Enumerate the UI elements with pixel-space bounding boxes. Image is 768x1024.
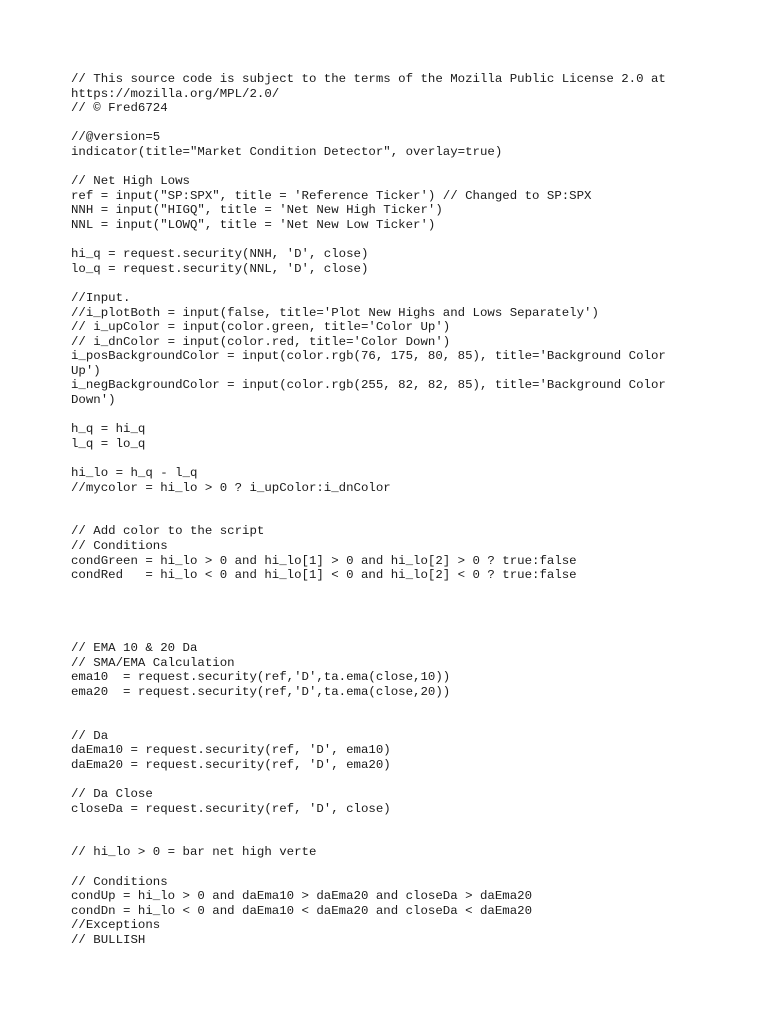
code-line bbox=[71, 451, 691, 466]
code-line: // i_dnColor = input(color.red, title='Color Down') bbox=[71, 334, 451, 349]
code-line: // i_upColor = input(color.green, title='Color Up') bbox=[71, 320, 451, 335]
code-line: // Da Close bbox=[71, 787, 153, 802]
code-line: // hi_lo > 0 = bar net high verte bbox=[71, 845, 317, 860]
code-line: Up') bbox=[71, 363, 101, 378]
code-line: //mycolor = hi_lo > 0 ? i_upColor:i_dnColor bbox=[71, 480, 391, 495]
code-line: // Conditions bbox=[71, 874, 168, 889]
code-line: //Exceptions bbox=[71, 918, 161, 933]
code-line bbox=[71, 714, 691, 729]
code-line bbox=[71, 233, 691, 248]
code-line bbox=[71, 831, 691, 846]
code-line: // Conditions bbox=[71, 539, 168, 553]
code-line: NNL = input("LOWQ", title = 'Net New Low Ticker') bbox=[71, 217, 436, 232]
code-line: // Da bbox=[71, 728, 109, 743]
code-line: daEma10 = request.security(ref, 'D', ema10) bbox=[71, 743, 391, 758]
code-line bbox=[71, 597, 691, 612]
code-line: condGreen = hi_lo > 0 and hi_lo[1] > 0 and hi_lo[2] > 0 ? true:false bbox=[71, 553, 577, 568]
code-line: // BULLISH bbox=[71, 933, 146, 948]
code-line bbox=[71, 612, 691, 627]
code-line bbox=[71, 700, 691, 715]
code-line bbox=[71, 583, 691, 598]
code-line: https://mozilla.org/MPL/2.0/ bbox=[71, 86, 280, 101]
code-line: i_negBackgroundColor = input(color.rgb(255, 82, 82, 85), title='Background Color bbox=[71, 378, 666, 393]
code-line: //i_plotBoth = input(false, title='Plot New Highs and Lows Separately') bbox=[71, 305, 599, 320]
code-line bbox=[71, 116, 691, 131]
code-line bbox=[71, 510, 691, 525]
code-line: hi_q = request.security(NNH, 'D', close) bbox=[71, 247, 369, 262]
source-code-block bbox=[71, 72, 691, 948]
code-line: condDn = hi_lo < 0 and daEma10 < daEma20 and closeDa < daEma20 bbox=[71, 903, 533, 918]
code-line bbox=[71, 860, 691, 875]
code-line: //Input. bbox=[71, 290, 131, 305]
code-line: // SMA/EMA Calculation bbox=[71, 655, 235, 670]
code-line bbox=[71, 495, 691, 510]
code-line: h_q = hi_q bbox=[71, 422, 146, 437]
code-line: // This source code is subject to the terms of the Mozilla Public License 2.0 at bbox=[71, 72, 666, 86]
code-line: closeDa = request.security(ref, 'D', close) bbox=[71, 801, 391, 816]
code-line: // EMA 10 & 20 Da bbox=[71, 641, 198, 656]
code-line: daEma20 = request.security(ref, 'D', ema20) bbox=[71, 757, 391, 772]
code-line: i_posBackgroundColor = input(color.rgb(76, 175, 80, 85), title='Background Color bbox=[71, 349, 666, 364]
code-line bbox=[71, 773, 691, 788]
code-line: lo_q = request.security(NNL, 'D', close) bbox=[71, 261, 369, 276]
code-line bbox=[71, 408, 691, 423]
code-line: // Add color to the script bbox=[71, 524, 265, 539]
code-line bbox=[71, 276, 691, 291]
code-line: NNH = input("HIGQ", title = 'Net New High Ticker') bbox=[71, 203, 443, 218]
code-line: condUp = hi_lo > 0 and daEma10 > daEma20 and closeDa > daEma20 bbox=[71, 889, 533, 904]
code-line bbox=[71, 627, 691, 642]
code-line: ref = input("SP:SPX", title = 'Reference Ticker') // Changed to SP:SPX bbox=[71, 188, 592, 203]
code-line: hi_lo = h_q - l_q bbox=[71, 466, 198, 481]
code-line: indicator(title="Market Condition Detector", overlay=true) bbox=[71, 144, 503, 159]
code-line: ema20 = request.security(ref,'D',ta.ema(close,20)) bbox=[71, 684, 451, 699]
code-line: // © Fred6724 bbox=[71, 101, 168, 116]
code-line: l_q = lo_q bbox=[71, 436, 146, 451]
code-line: condRed = hi_lo < 0 and hi_lo[1] < 0 and hi_lo[2] < 0 ? true:false bbox=[71, 568, 577, 583]
code-line: ema10 = request.security(ref,'D',ta.ema(close,10)) bbox=[71, 670, 451, 685]
code-line bbox=[71, 160, 691, 175]
code-line: // Net High Lows bbox=[71, 174, 190, 189]
code-line: Down') bbox=[71, 393, 116, 408]
code-line bbox=[71, 816, 691, 831]
code-line: //@version=5 bbox=[71, 130, 161, 145]
